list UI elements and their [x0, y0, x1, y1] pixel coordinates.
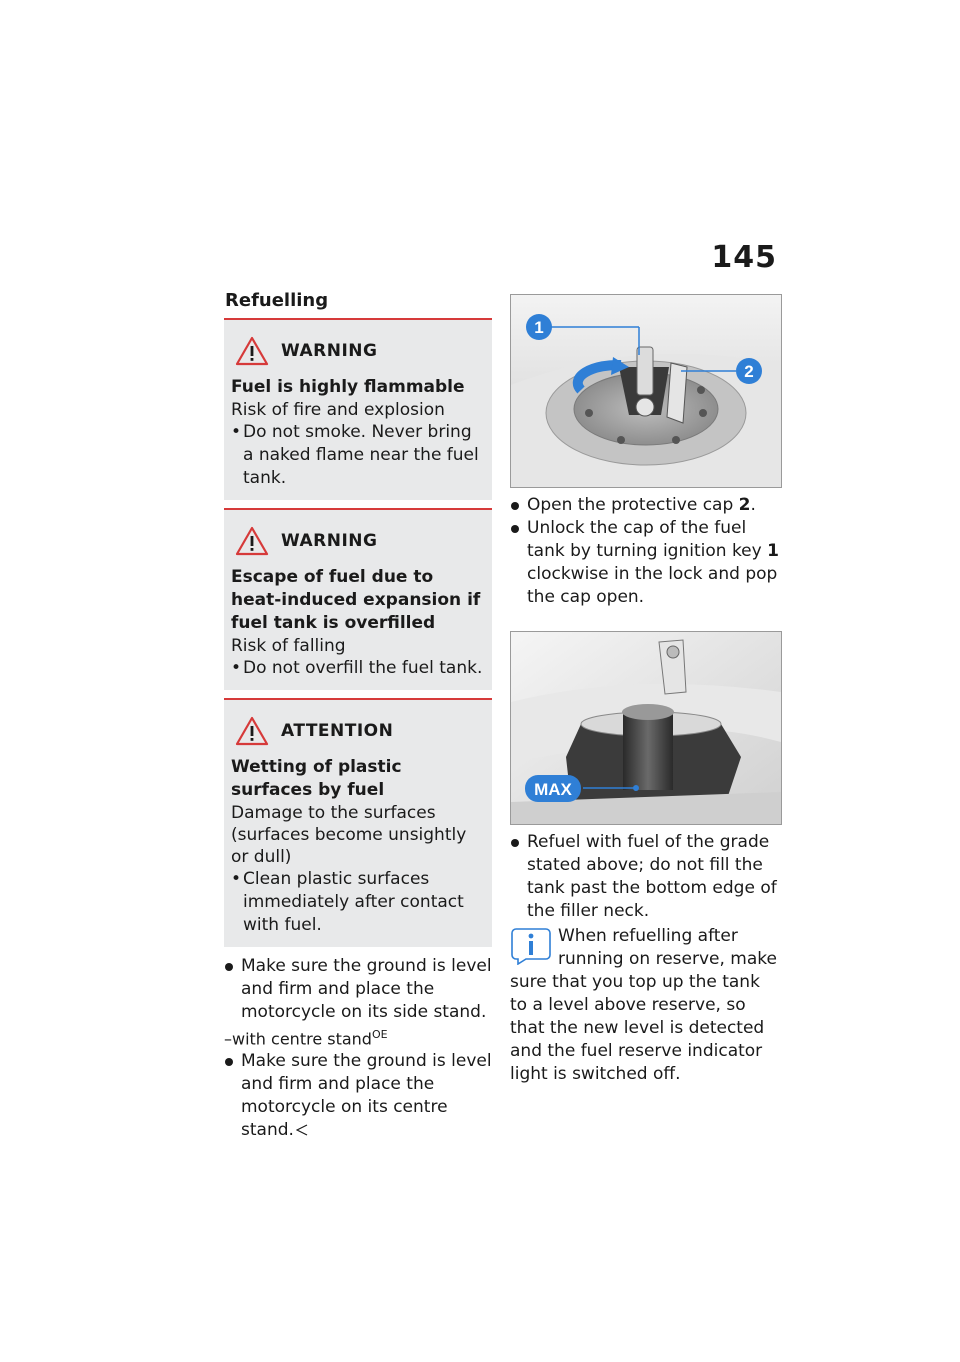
- ref-cap: 2: [738, 495, 751, 515]
- end-of-section-icon: [296, 1124, 308, 1136]
- step-side-stand: Make sure the ground is level and firm and place the motorcycle on its side stand.: [224, 955, 492, 1024]
- warning-label: WARNING: [281, 531, 378, 551]
- right-column: [510, 294, 780, 1086]
- callout-2: 2: [744, 362, 754, 381]
- warning-triangle-icon: [235, 716, 269, 746]
- step-open-cap: Open the protective cap 2.: [510, 494, 780, 517]
- info-note: [510, 925, 780, 1086]
- attention-instruction: • Clean plastic surfaces immediately after contact with fuel.: [231, 868, 484, 937]
- attention-heading: Wetting of plastic surfaces by fuel: [231, 757, 402, 800]
- centre-stand-steps: [224, 1050, 492, 1142]
- step-unlock-cap: Unlock the cap of the fuel tank by turning ignition key 1 clockwise in the lock and pop the cap open.: [510, 517, 780, 609]
- warning-heading: Escape of fuel due to heat-induced expansion if fuel tank is overfilled: [231, 567, 481, 633]
- fuel-cap-figure: [510, 294, 782, 488]
- attention-header: [231, 714, 484, 748]
- warning-risk: Risk of falling: [231, 636, 346, 656]
- filler-neck-figure: [510, 631, 782, 825]
- max-label: MAX: [534, 780, 572, 799]
- warning-header: [231, 524, 484, 558]
- attention-label: ATTENTION: [281, 721, 394, 741]
- callout-1: 1: [534, 318, 544, 337]
- warning-triangle-icon: [235, 336, 269, 366]
- refuel-steps: [510, 831, 780, 923]
- warning-box-fire: [224, 318, 492, 500]
- warning-heading: Fuel is highly flammable: [231, 377, 465, 397]
- step-centre-stand: Make sure the ground is level and firm and place the motorcycle on its centre stand.: [224, 1050, 492, 1142]
- ref-key: 1: [767, 541, 779, 561]
- attention-risk: Damage to the surfaces (surfaces become unsightly or dull): [231, 803, 467, 867]
- attention-box: [224, 698, 492, 947]
- info-note-text: When refuelling after running on reserve, make sure that you top up the tank to a level above reserve, so that the new level is detected and the fuel reserve indicator light is switched off.: [510, 926, 777, 1084]
- left-column: [224, 318, 492, 1142]
- warning-label: WARNING: [281, 341, 378, 361]
- fuel-cap-illustration: [511, 295, 781, 487]
- page-number: 145: [711, 240, 777, 275]
- section-title: Refuelling: [225, 290, 329, 311]
- open-cap-steps: [510, 494, 780, 609]
- side-stand-steps: [224, 955, 492, 1024]
- warning-instruction: • Do not overfill the fuel tank.: [231, 657, 484, 680]
- filler-neck-illustration: [511, 632, 781, 824]
- warning-triangle-icon: [235, 526, 269, 556]
- warning-box-overfill: [224, 508, 492, 690]
- warning-header: [231, 334, 484, 368]
- warning-risk: Risk of fire and explosion: [231, 400, 445, 420]
- warning-instruction: • Do not smoke. Never bring a naked flame near the fuel tank.: [231, 421, 484, 490]
- optional-equipment-marker: OE: [371, 1028, 388, 1041]
- step-refuel: Refuel with fuel of the grade stated above; do not fill the tank past the bottom edge of the filler neck.: [510, 831, 780, 923]
- info-icon: [510, 925, 554, 965]
- centre-stand-condition: –with centre stand$^{OE}$: [224, 1028, 388, 1049]
